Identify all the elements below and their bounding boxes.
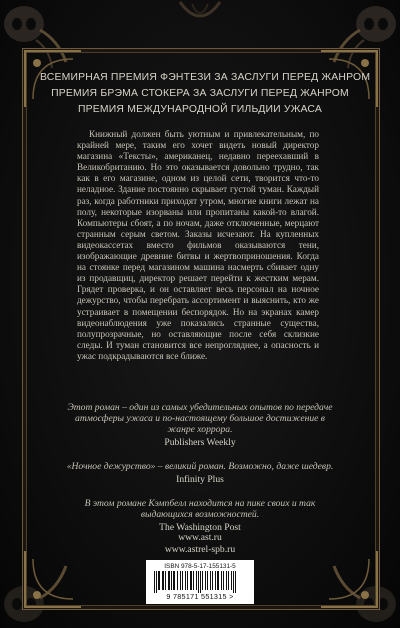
barcode-bar bbox=[182, 571, 183, 590]
reviews-section bbox=[62, 402, 338, 546]
description-text: Книжный должен быть уютным и привлекательным, по крайней мере, таким его хочет видеть новый директор магазина «Тексты», американец, недавно переехавший в Великобританию. Но это оказывается довольно трудно, так как в его магазине, одном из целой сети, творится что-то неладное. Здание постоянно скрывает густой туман. Каждый раз, когда работники приходят утром, многие книги лежат на полу, некоторые изорваны или пропитаны какой-то влагой. Компьютеры сбоят, а по ночам, даже отключенные, мерцают странным серым светом. Заказы исчезают. На купленных видеокассетах вместо фильмов оказываются тени, изображающие древние битвы и жертвоприношения. Когда на стоянке перед магазином машина насмерть сбивает одну из продавщиц, директор решает перейти к жестким мерам. Грядет проверка, и он оставляет весь персонал на ночное дежурство, чтобы перебрать ассортимент и выяснить, кто же устраивает в помещении беспорядок. Но на экранах камер видеонаблюдения уже показались странные существа, полупрозрачные, но оставляющие после себя склизкие следы. И туман становится все непрогляднее, а опасность и ужас подкрадываются все ближе. bbox=[77, 129, 319, 361]
barcode-bar bbox=[215, 571, 216, 590]
frame-corner-ornament-icon bbox=[23, 549, 83, 609]
barcode-bar bbox=[221, 571, 222, 590]
awards-list bbox=[40, 70, 371, 118]
barcode-bar bbox=[162, 571, 164, 590]
skull-ornament-top-center-icon bbox=[176, 0, 224, 40]
barcode-bar bbox=[196, 571, 197, 590]
barcode-bar bbox=[231, 571, 232, 590]
publisher-url-link[interactable]: www.astrel-spb.ru bbox=[164, 543, 236, 555]
barcode-bar bbox=[171, 571, 172, 590]
barcode-bar bbox=[185, 571, 186, 590]
barcode-bar bbox=[198, 571, 199, 593]
barcode-bar bbox=[205, 571, 206, 590]
publisher-urls bbox=[100, 532, 300, 555]
barcode-bar bbox=[190, 571, 192, 590]
review-quote: Этот роман – один из самых убедительных опытов по передаче атмосферы ужаса и по-настоящему большое достижение в жанре хоррора. bbox=[67, 402, 333, 435]
barcode-bar bbox=[173, 571, 175, 590]
ean-suffix: > bbox=[229, 592, 234, 601]
barcode-bar bbox=[158, 571, 160, 590]
barcode-bar bbox=[235, 571, 236, 593]
review-source: Infinity Plus bbox=[176, 474, 224, 485]
review-source: The Washington Post bbox=[159, 522, 241, 533]
barcode-bar bbox=[226, 571, 227, 590]
barcode-bar bbox=[168, 571, 170, 590]
frame-corner-ornament-icon bbox=[319, 549, 379, 609]
barcode-bar bbox=[228, 571, 229, 590]
award-line: ПРЕМИЯ МЕЖДУНАРОДНОЙ ГИЛЬДИИ УЖАСА bbox=[77, 104, 322, 115]
review-source: Publishers Weekly bbox=[164, 437, 236, 448]
barcode-bar bbox=[193, 571, 194, 590]
barcode-bar bbox=[165, 571, 166, 590]
ean-number: 9 785171 551315 bbox=[166, 592, 227, 601]
barcode-bar bbox=[233, 571, 234, 593]
barcode-bar bbox=[207, 571, 208, 590]
barcode-bar bbox=[156, 571, 157, 593]
award-line: ВСЕМИРНАЯ ПРЕМИЯ ФЭНТЕЗИ ЗА ЗАСЛУГИ ПЕРЕД ЖАНРОМ bbox=[40, 72, 371, 83]
barcode-bar bbox=[187, 571, 188, 590]
isbn-text: ISBN 978-5-17-155131-5 bbox=[164, 563, 236, 570]
barcode-bar bbox=[200, 571, 201, 593]
barcode-bar bbox=[202, 571, 203, 590]
award-line: ПРЕМИЯ БРЭМА СТОКЕРА ЗА ЗАСЛУГИ ПЕРЕД ЖАНРОМ bbox=[51, 88, 349, 99]
barcode-bar bbox=[210, 571, 211, 590]
barcode-label bbox=[146, 560, 254, 604]
publisher-url-link[interactable]: www.ast.ru bbox=[178, 532, 222, 543]
barcode-bar bbox=[180, 571, 181, 590]
barcode-bar bbox=[212, 571, 213, 590]
barcode-bar bbox=[223, 571, 224, 590]
review-quote: В этом романе Кэмпбелл находится на пике своих и так выдающихся возможностей. bbox=[84, 498, 316, 520]
ean-text bbox=[150, 593, 250, 601]
barcode-bar bbox=[177, 571, 178, 590]
book-description bbox=[77, 129, 319, 362]
barcode-bar bbox=[217, 571, 219, 590]
barcode-icon bbox=[152, 571, 248, 593]
barcode-bar bbox=[154, 571, 155, 593]
review-quote: «Ночное дежурство» – великий роман. Возможно, даже шедевр. bbox=[66, 461, 334, 472]
